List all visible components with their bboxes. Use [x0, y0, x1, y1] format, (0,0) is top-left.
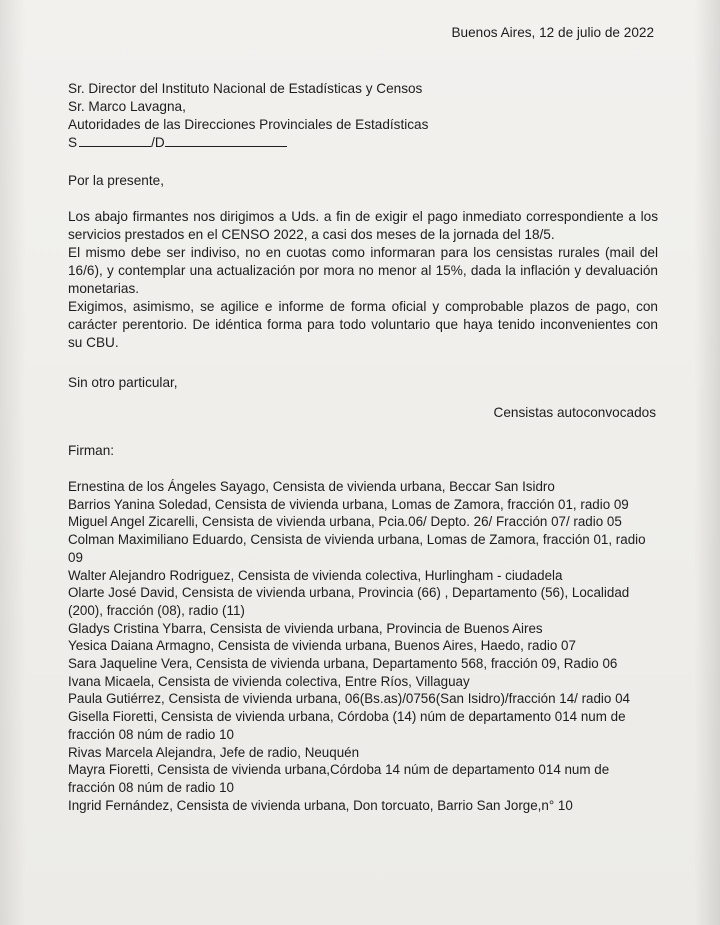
signer-entry: Ernestina de los Ángeles Sayago, Censista de vivienda urbana, Beccar San Isidro: [68, 479, 555, 494]
sd-line: [68, 134, 658, 152]
place-date: Buenos Aires, 12 de julio de 2022: [451, 25, 654, 40]
body-paragraph: El mismo debe ser indiviso, no en cuotas como informaran para los censistas rurales (mail del 16/6), y contemplar una actualización por mora no menor al 15%, dada la inflación y devaluación monetarias.: [68, 245, 658, 296]
addressee-block: [68, 80, 658, 152]
signers-list: [68, 478, 658, 814]
signer-entry: Paula Gutiérrez, Censista de vivienda urbana, 06(Bs.as)/0756(San Isidro)/fracción 14/ radio 04: [68, 691, 630, 707]
addressee-line: Sr. Director del Instituto Nacional de Estadísticas y Censos: [68, 81, 423, 96]
signer-entry: Barrios Yanina Soledad, Censista de vivienda urbana, Lomas de Zamora, fracción 01, radio 09: [68, 496, 629, 512]
signature: Censistas autoconvocados: [493, 405, 656, 420]
addressee-line: Autoridades de las Direcciones Provinciales de Estadísticas: [68, 117, 429, 132]
signer-entry: Colman Maximiliano Eduardo, Censista de vivienda urbana, Lomas de Zamora, fracción 01, radio 09: [68, 532, 646, 565]
addressee-line: Sr. Marco Lavagna,: [68, 99, 186, 114]
signer-entry: Mayra Fioretti, Censista de vivienda urbana,Córdoba 14 núm de departamento 014 num de fracción 08 núm de radio 10: [68, 762, 610, 795]
signer-entry: Rivas Marcela Alejandra, Jefe de radio, Neuquén: [68, 744, 360, 760]
sd-start: S: [68, 135, 78, 150]
signer-entry: Olarte José David, Censista de vivienda urbana, Provincia (66) , Departamento (56), Localidad (200), fracción (08), radio (11): [68, 585, 630, 618]
signer-entry: Yesica Daiana Armagno, Censista de vivienda urbana, Buenos Aires, Haedo, radio 07: [68, 638, 576, 654]
sd-mid: /D: [151, 135, 165, 150]
closing: Sin otro particular,: [68, 375, 178, 390]
page-shadow-left: [0, 0, 26, 925]
greeting: Por la presente,: [68, 173, 164, 188]
body-paragraph: Los abajo firmantes nos dirigimos a Uds. a fin de exigir el pago inmediato correspondiente a los servicios prestados en el CENSO 2022, a casi dos meses de la jornada del 18/5.: [68, 209, 658, 242]
letter-body: [68, 208, 658, 352]
firman-label: Firman:: [68, 443, 115, 458]
signer-entry: Gladys Cristina Ybarra, Censista de vivienda urbana, Provincia de Buenos Aires: [68, 620, 543, 636]
signer-entry: Gisella Fioretti, Censista de vivienda urbana, Córdoba (14) núm de departamento 014 num de fracción 08 núm de radio 10: [68, 709, 626, 742]
sd-blank-1: [79, 134, 151, 147]
signer-entry: Walter Alejandro Rodriguez, Censista de vivienda colectiva, Hurlingham - ciudadela: [68, 567, 563, 583]
page-shadow-right: [694, 0, 720, 925]
sd-blank-2: [165, 134, 287, 147]
signer-entry: Ivana Micaela, Censista de vivienda colectiva, Entre Ríos, Villaguay: [68, 673, 470, 689]
signer-entry: Miguel Angel Zicarelli, Censista de vivienda urbana, Pcia.06/ Depto. 26/ Fracción 07/ radio 05: [68, 514, 622, 530]
signer-entry: Sara Jaqueline Vera, Censista de vivienda urbana, Departamento 568, fracción 09, Radio 06: [68, 656, 618, 672]
body-paragraph: Exigimos, asimismo, se agilice e informe de forma oficial y comprobable plazos de pago, con carácter perentorio. De idéntica forma para todo voluntario que haya tenido inconvenientes con su CBU.: [68, 299, 658, 350]
signer-entry: Ingrid Fernández, Censista de vivienda urbana, Don torcuato, Barrio San Jorge,n° 10: [68, 797, 573, 813]
